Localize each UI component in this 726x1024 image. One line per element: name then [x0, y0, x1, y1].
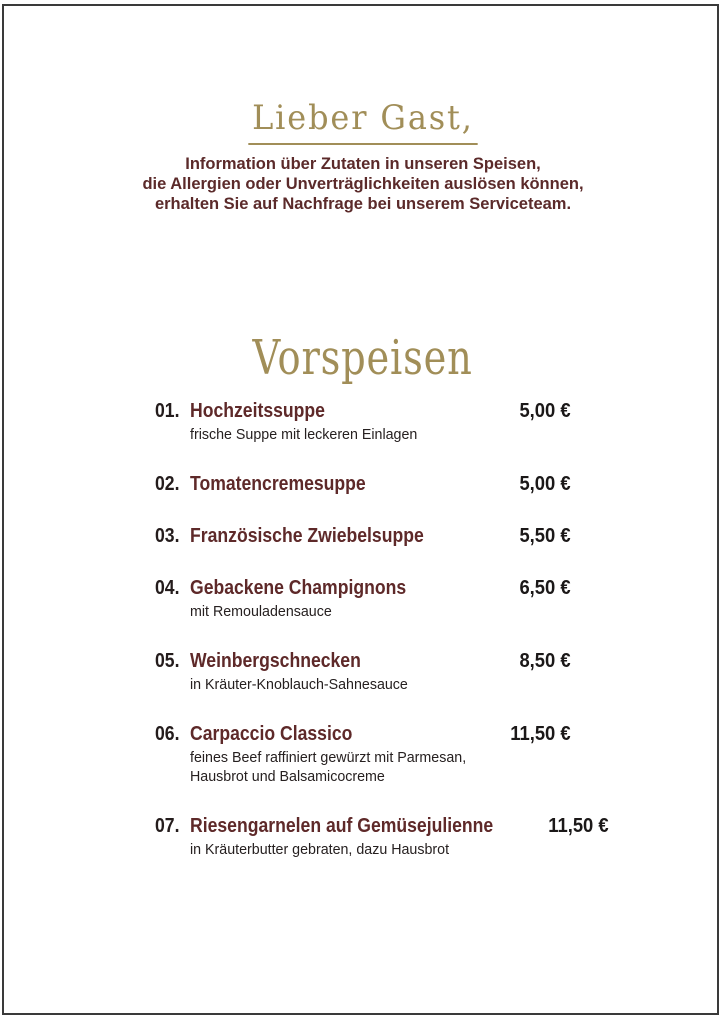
- info-text-line: Information über Zutaten in unseren Speisen,: [185, 154, 541, 173]
- item-number: 03.: [155, 525, 180, 547]
- item-number: 05.: [155, 650, 180, 672]
- item-price: 11,50 €: [547, 815, 609, 837]
- item-name: Französische Zwiebelsuppe: [190, 525, 424, 547]
- item-price: 8,50 €: [519, 650, 571, 672]
- item-price: 6,50 €: [519, 577, 571, 599]
- item-number: 04.: [155, 577, 180, 599]
- info-text-line: erhalten Sie auf Nachfrage bei unserem Serviceteam.: [154, 194, 572, 213]
- item-description: frische Suppe mit leckeren Einlagen: [190, 426, 418, 443]
- item-name: Gebackene Champignons: [190, 577, 407, 599]
- item-name: Carpaccio Classico: [190, 723, 353, 745]
- menu-list: [155, 400, 609, 859]
- allergy-info-block: [0, 154, 726, 214]
- item-number: 02.: [155, 473, 180, 495]
- menu-item: [155, 473, 571, 496]
- item-price: 11,50 €: [510, 723, 571, 745]
- item-description: mit Remouladensauce: [190, 603, 332, 620]
- menu-item: [155, 723, 571, 786]
- menu-item: [155, 650, 571, 694]
- menu-item: [155, 525, 571, 548]
- item-number: 06.: [155, 723, 180, 745]
- item-name: Riesengarnelen auf Gemüsejulienne: [190, 815, 494, 837]
- item-description: in Kräuter-Knoblauch-Sahnesauce: [190, 676, 408, 693]
- item-price: 5,00 €: [519, 400, 571, 422]
- item-name: Tomatencremesuppe: [190, 473, 366, 495]
- menu-item: [155, 400, 571, 444]
- info-text-line: die Allergien oder Unverträglichkeiten auslösen können,: [142, 174, 584, 193]
- item-description: feines Beef raffiniert gewürzt mit Parmesan, Hausbrot und Balsamicocreme: [190, 749, 467, 785]
- item-price: 5,00 €: [519, 473, 571, 495]
- item-name: Weinbergschnecken: [190, 650, 361, 672]
- menu-item: [155, 577, 571, 621]
- item-price: 5,50 €: [519, 525, 571, 547]
- menu-item: [155, 815, 609, 859]
- item-name: Hochzeitssuppe: [190, 400, 325, 422]
- item-description: in Kräuterbutter gebraten, dazu Hausbrot: [190, 841, 450, 858]
- section-title: Vorspeisen: [252, 330, 474, 386]
- greeting-title: Lieber Gast,: [248, 98, 477, 145]
- item-number: 01.: [155, 400, 180, 422]
- item-number: 07.: [155, 815, 180, 837]
